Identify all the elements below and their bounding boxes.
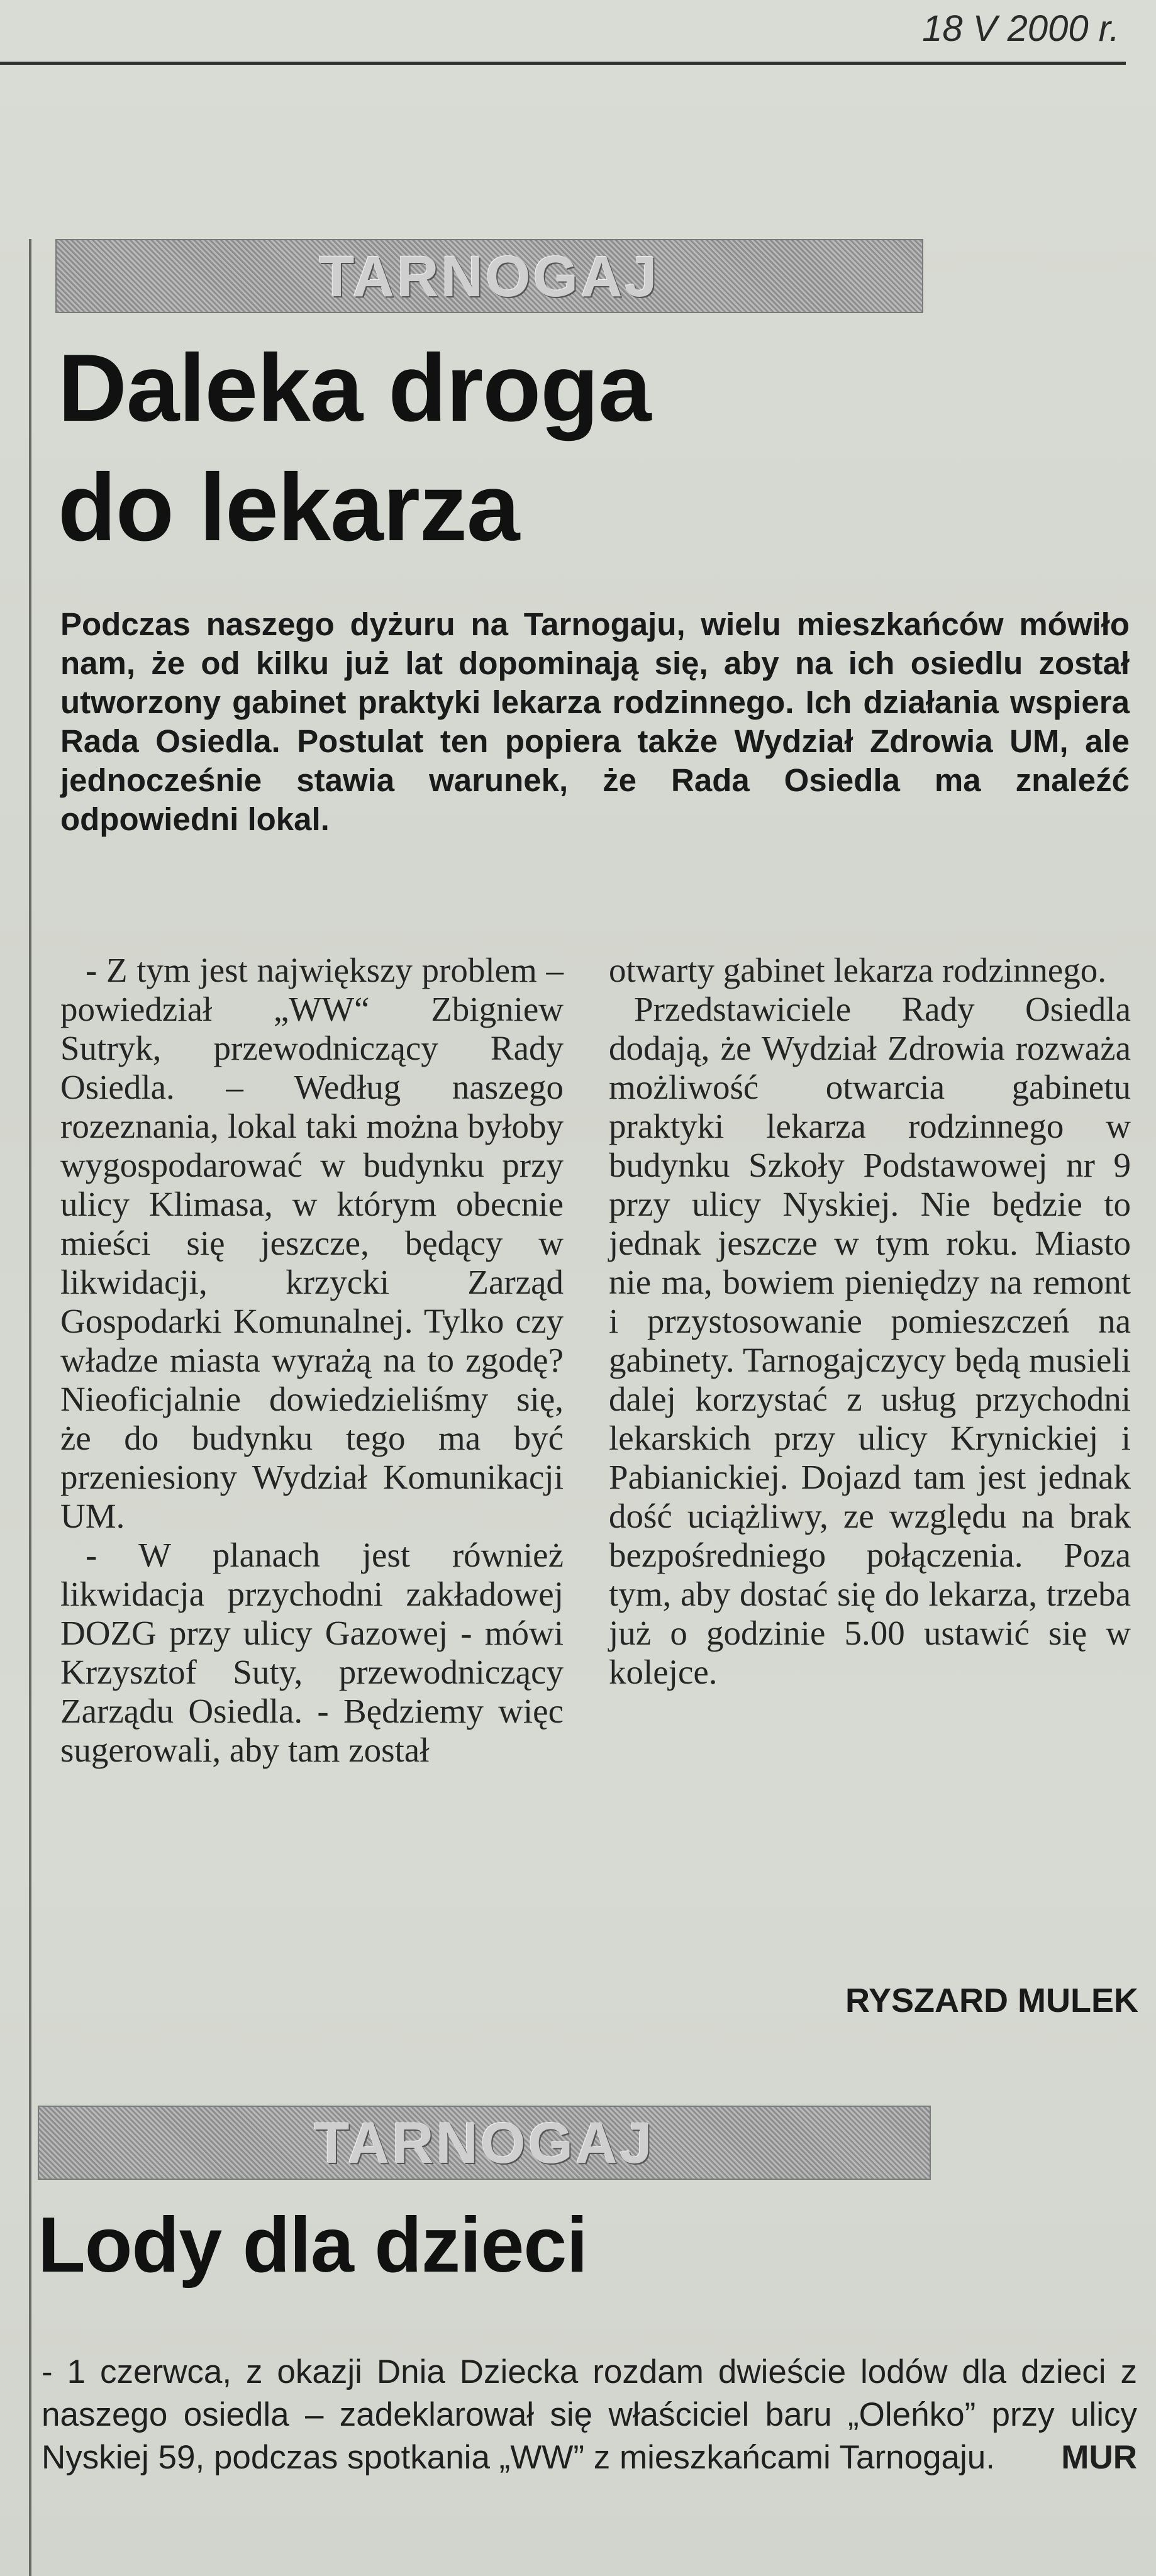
article1-col1-paragraph-1: - Z tym jest największy problem – powiedział „WW“ Zbigniew Sutryk, przewodniczący Rady Osiedla. – Według naszego rozeznania, lokal taki można byłoby wygospodarować w budynku przy ulicy Klimasa, w którym obecnie mieści się jeszcze, będący w likwidacji, krzycki Zarząd Gospodarki Komunalnej. Tylko czy władze miasta wyrażą na to zgodę? Nieoficjalnie dowiedzieliśmy się, że do budynku tego ma być przeniesiony Wydział Komunikacji UM. — [60, 951, 564, 1535]
article1-col2-paragraph-2: Przedstawiciele Rady Osiedla dodają, że Wydział Zdrowia rozważa możliwość otwarcia gabinetu praktyki lekarza rodzinnego w budynku Szkoły Podstawowej nr 9 przy ulicy Nyskiej. Nie będzie to jednak jeszcze w tym roku. Miasto nie ma, bowiem pieniędzy na remont i przystosowanie pomieszczeń na gabinety. Tarnogajczycy będą musieli dalej korzystać z usług przychodni lekarskich przy ulicy Krynickiej i Pabianickiej. Dojazd tam jest jednak dość uciążliwy, ze względu na brak bezpośredniego połączenia. Poza tym, aby dostać się do lekarza, trzeba już o godzinie 5.00 ustawić się w kolejce. — [609, 990, 1131, 1691]
article2-kicker-banner — [38, 2106, 931, 2180]
article2-text: - 1 czerwca, z okazji Dnia Dziecka rozdam dwieście lodów dla dzieci z naszego osiedla – zadeklarował się właściciel baru „Oleńko” przy ulicy Nyskiej 59, podczas spotkania „WW” z mieszkańcami Tarnogaju. — [42, 2353, 1137, 2476]
publication-date: 18 V 2000 r. — [922, 8, 1120, 49]
article1-kicker-banner — [55, 239, 923, 313]
article2-body — [42, 2351, 1137, 2479]
article1-col2-paragraph-1: otwarty gabinet lekarza rodzinnego. — [609, 951, 1107, 989]
article1-headline-line1: Daleka droga — [58, 335, 651, 441]
article1-kicker: TARNOGAJ — [319, 245, 660, 309]
header-rule — [0, 62, 1126, 65]
article2-signature: MUR — [1061, 2439, 1137, 2476]
article1-column-1 — [60, 951, 564, 1770]
article1-lead: Podczas naszego dyżuru na Tarnogaju, wielu mieszkańców mówiło nam, że od kilku już lat dopominają się, aby na ich osiedlu został utworzony gabinet praktyki lekarza rodzinnego. Ich działania wspiera Rada Osiedla. Postulat ten popiera także Wydział Zdrowia UM, ale jednocześnie stawia warunek, że Rada Osiedla ma znaleźć odpowiedni lokal. — [60, 606, 1130, 837]
article1-column-2 — [609, 951, 1131, 1692]
article1-byline: RYSZARD MULEK — [845, 1982, 1138, 2019]
column-rule — [29, 239, 31, 2576]
article2-headline: Lody dla dzieci — [38, 2202, 587, 2289]
article1-col1-paragraph-2: - W planach jest również likwidacja przychodni zakładowej DOZG przy ulicy Gazowej - mówi Krzysztof Suty, przewodniczący Zarządu Osiedla. - Będziemy więc sugerowali, aby tam został — [60, 1536, 564, 1769]
article2-kicker: TARNOGAJ — [314, 2111, 655, 2175]
article1-headline-line2: do lekarza — [58, 454, 520, 561]
